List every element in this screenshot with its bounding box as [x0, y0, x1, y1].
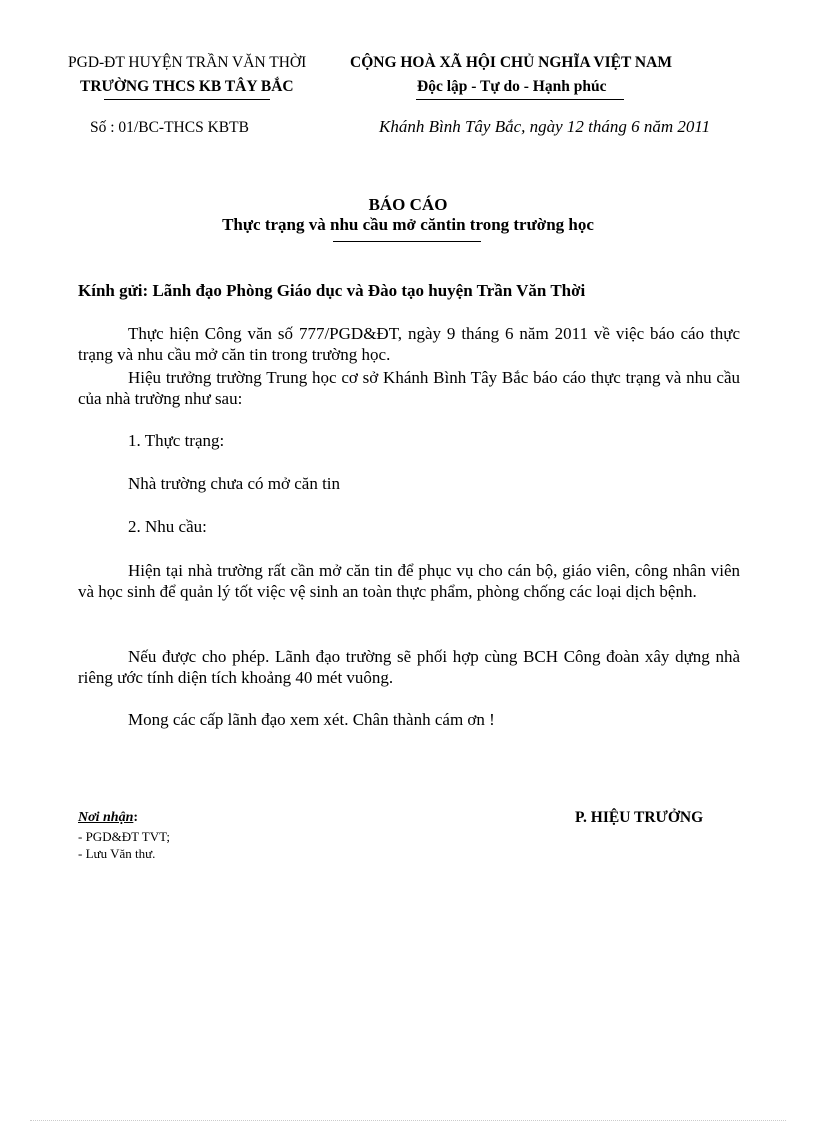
- school-name-underline: [104, 99, 270, 100]
- motto-underline: [416, 99, 624, 100]
- section-2-heading: 2. Nhu cầu:: [128, 517, 207, 536]
- recipient-item-1: - PGD&ĐT TVT;: [78, 829, 170, 844]
- statement-paragraph: Hiệu trưởng trường Trung học cơ sở Khánh Bình Tây Bắc báo cáo thực trạng và nhu cầu của nhà trường như sau:: [78, 368, 740, 408]
- proposal-paragraph: Nếu được cho phép. Lãnh đạo trường sẽ phối hợp cùng BCH Công đoàn xây dựng nhà riêng ước tính diện tích khoảng 40 mét vuông.: [78, 647, 740, 687]
- document-number: Số : 01/BC-THCS KBTB: [90, 119, 249, 136]
- document-title: BÁO CÁO: [368, 195, 448, 214]
- school-name: TRƯỜNG THCS KB TÂY BẮC: [80, 78, 294, 95]
- national-motto: Độc lập - Tự do - Hạnh phúc: [417, 78, 607, 95]
- page-bottom-edge: [30, 1120, 786, 1121]
- recipient-line: Kính gửi: Lãnh đạo Phòng Giáo dục và Đào tạo huyện Trần Văn Thời: [78, 281, 586, 300]
- agency-name: PGD-ĐT HUYỆN TRẦN VĂN THỜI: [68, 54, 307, 71]
- closing-paragraph: Mong các cấp lãnh đạo xem xét. Chân thành cám ơn !: [128, 710, 495, 729]
- recipients-colon: :: [133, 810, 139, 825]
- intro-paragraph: Thực hiện Công văn số 777/PGD&ĐT, ngày 9 tháng 6 năm 2011 về việc báo cáo thực trạng và nhu cầu mở căn tin trong trường học.: [78, 324, 740, 364]
- signer-title: P. HIỆU TRƯỞNG: [575, 809, 704, 826]
- document-subtitle: Thực trạng và nhu cầu mở căntin trong trường học: [222, 215, 594, 234]
- recipients-heading: [78, 810, 138, 826]
- section-2-text: Hiện tại nhà trường rất cần mở căn tin để phục vụ cho cán bộ, giáo viên, công nhân viên và học sinh để quản lý tốt việc vệ sinh an toàn thực phẩm, phòng chống các loại dịch bệnh.: [78, 561, 740, 601]
- national-title: CỘNG HOÀ XÃ HỘI CHỦ NGHĨA VIỆT NAM: [350, 54, 672, 71]
- section-1-heading: 1. Thực trạng:: [128, 431, 225, 450]
- title-underline: [333, 241, 481, 242]
- section-1-text: Nhà trường chưa có mở căn tin: [128, 474, 341, 493]
- recipients-label: Nơi nhận: [78, 810, 134, 825]
- recipient-item-2: - Lưu Văn thư.: [78, 846, 156, 861]
- place-date: Khánh Bình Tây Bắc, ngày 12 tháng 6 năm 2011: [379, 117, 711, 136]
